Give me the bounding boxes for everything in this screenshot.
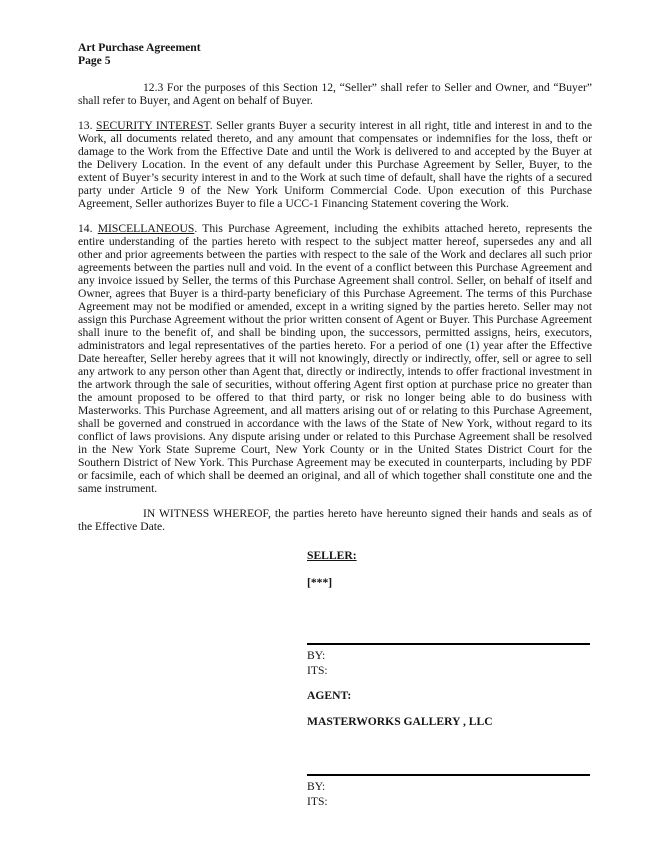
section-14	[78, 222, 592, 495]
seller-by-label: BY:	[307, 649, 326, 662]
clause-12-3: 12.3 For the purposes of this Section 12, “Seller” shall refer to Seller and Owner, and “Buyer” shall refer to Buyer, and Agent on behalf of Buyer.	[78, 81, 592, 107]
section-13-number: 13.	[78, 119, 97, 132]
document-header	[78, 41, 592, 67]
agent-by-label: BY:	[307, 780, 326, 793]
agent-its-label: ITS:	[307, 795, 328, 808]
agent-company-name: MASTERWORKS GALLERY , LLC	[307, 715, 493, 728]
section-14-number: 14.	[78, 222, 98, 235]
section-14-heading: MISCELLANEOUS	[97, 222, 195, 235]
seller-its-label: ITS:	[307, 664, 328, 677]
seller-name: [***]	[307, 576, 333, 589]
signature-block	[307, 549, 592, 809]
agent-heading: AGENT:	[307, 689, 352, 702]
section-13-body: . Seller grants Buyer a security interest in all right, title and interest in and to the Work, all documents related thereto, and any amount that compensates or indemnifies for the loss, theft or damage to the Work from the Effective Date and until the Work is delivered to and accepted by the Buyer at the Delivery Location. In the event of any default under this Purchase Agreement by Seller, Buyer, to the extent of Buyer’s security interest in and to the Work at such time of default, shall have the rights of a secured party under Article 9 of the New York Uniform Commercial Code. Upon execution of this Purchase Agreement, Seller authorizes Buyer to file a UCC-1 Financing Statement covering the Work.	[78, 119, 592, 210]
section-13-heading: SECURITY INTEREST	[96, 119, 210, 132]
seller-heading: SELLER:	[307, 549, 357, 562]
witness-clause: IN WITNESS WHEREOF, the parties hereto have hereunto signed their hands and seals as of the Effective Date.	[78, 507, 592, 533]
section-13	[78, 119, 592, 210]
agent-signature-line	[307, 774, 590, 776]
section-14-body: . This Purchase Agreement, including the exhibits attached hereto, represents the entire understanding of the parties hereto with respect to the subject matter hereof, supersedes any and all other and prior agreements between the parties with respect to the sale of the Work and declares all such prior agreements between the parties null and void. In the event of a conflict between this Purchase Agreement and any invoice issued by Seller, the terms of this Purchase Agreement shall control. Seller, on behalf of itself and Owner, agrees that Buyer is a third-party beneficiary of this Purchase Agreement. The terms of this Purchase Agreement may not be modified or amended, except in a writing signed by the parties hereto. Seller may not assign this Purchase Agreement without the prior written consent of Agent or Buyer. This Purchase Agreement shall inure to the benefit of, and shall be binding upon, the successors, permitted assigns, heirs, executors, administrators and legal representatives of the parties hereto. For a period of one (1) year after the Effective Date hereafter, Seller hereby agrees that it will not knowingly, directly or indirectly, offer, sell or agree to sell any artwork to any person other than Agent that, directly or indirectly, intends to offer fractional investment in the artwork through the sale of securities, without offering Agent first option at purchase price no greater than the amount proposed to be offered to that third party, or risk no longer being able to do business with Masterworks. This Purchase Agreement, and all matters arising out of or relating to this Purchase Agreement, shall be governed and construed in accordance with the laws of the State of New York, without regard to its conflict of laws provisions. Any dispute arising under or related to this Purchase Agreement shall be resolved in the New York State Supreme Court, New York County or in the United States District Court for the Southern District of New York. This Purchase Agreement may be executed in counterparts, including by PDF or facsimile, each of which shall be deemed an original, and all of which together shall constitute one and the same instrument.	[78, 222, 592, 495]
page-number: Page 5	[78, 54, 111, 67]
document-title: Art Purchase Agreement	[78, 41, 201, 54]
seller-signature-line	[307, 643, 590, 645]
